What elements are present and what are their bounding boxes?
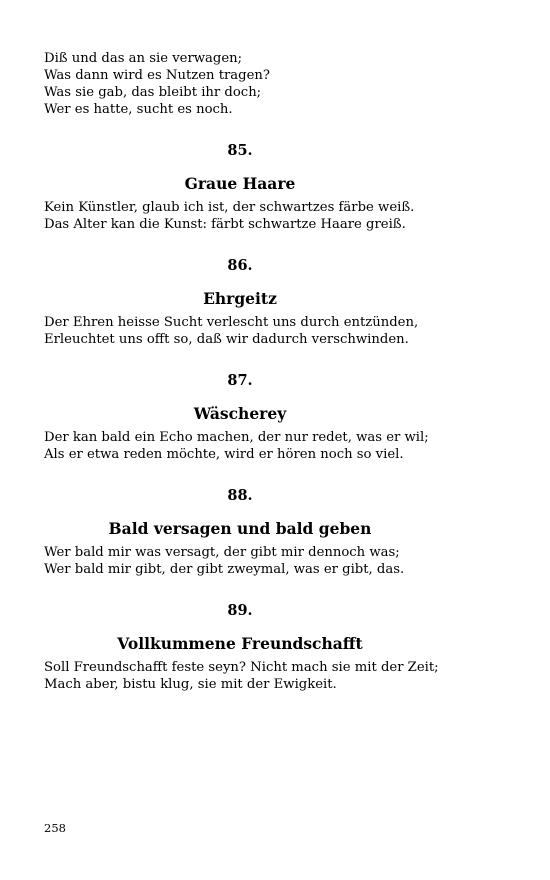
poem-number: 87. [227,372,253,389]
verse-line: Erleuchtet uns offt so, daß wir dadurch verschwinden. [44,332,409,347]
verse-line: Was dann wird es Nutzen tragen? [44,68,270,83]
poem-89 [44,602,439,693]
poem-text [44,659,439,693]
poem-title: Graue Haare [184,174,296,193]
poem-title: Vollkummene Freundschafft [117,634,363,653]
verse-line: Diß und das an sie verwagen; [44,51,243,66]
verse-line: Das Alter kan die Kunst: färbt schwartze Haare greiß. [44,217,406,232]
verse-line: Der kan bald ein Echo machen, der nur redet, was er wil; [44,430,429,445]
poem-87 [44,372,436,463]
page-body [44,50,439,693]
poem-title: Ehrgeitz [203,289,277,308]
poem-text [44,429,436,463]
poem-88 [44,487,436,578]
verse-line: Kein Künstler, glaub ich ist, der schwartzes färbe weiß. [44,200,415,215]
verse-line: Soll Freundschafft feste seyn? Nicht mach sie mit der Zeit; [44,660,439,675]
poem-86 [44,257,436,348]
poem-number: 85. [227,142,253,159]
verse-line: Wer es hatte, sucht es noch. [44,102,233,117]
poem-number: 89. [227,602,253,619]
page-number: 258 [44,821,66,835]
verse-line: Was sie gab, das bleibt ihr doch; [44,85,262,100]
poem-text [44,544,436,578]
verse-line: Mach aber, bistu klug, sie mit der Ewigkeit. [44,677,337,692]
verse-line: Als er etwa reden möchte, wird er hören noch so viel. [44,447,404,462]
poem-title: Bald versagen und bald geben [108,519,372,538]
poem-text [44,199,436,233]
verse-line: Der Ehren heisse Sucht verlescht uns durch entzünden, [44,315,419,330]
poem-text [44,314,436,348]
poem-title: Wäscherey [193,404,287,423]
verse-line: Wer bald mir gibt, der gibt zweymal, was er gibt, das. [44,562,405,577]
poem-number: 88. [227,487,253,504]
poem-number: 86. [227,257,253,274]
intro-stanza [44,50,436,118]
verse-line: Wer bald mir was versagt, der gibt mir dennoch was; [44,545,400,560]
poem-85 [44,142,436,233]
